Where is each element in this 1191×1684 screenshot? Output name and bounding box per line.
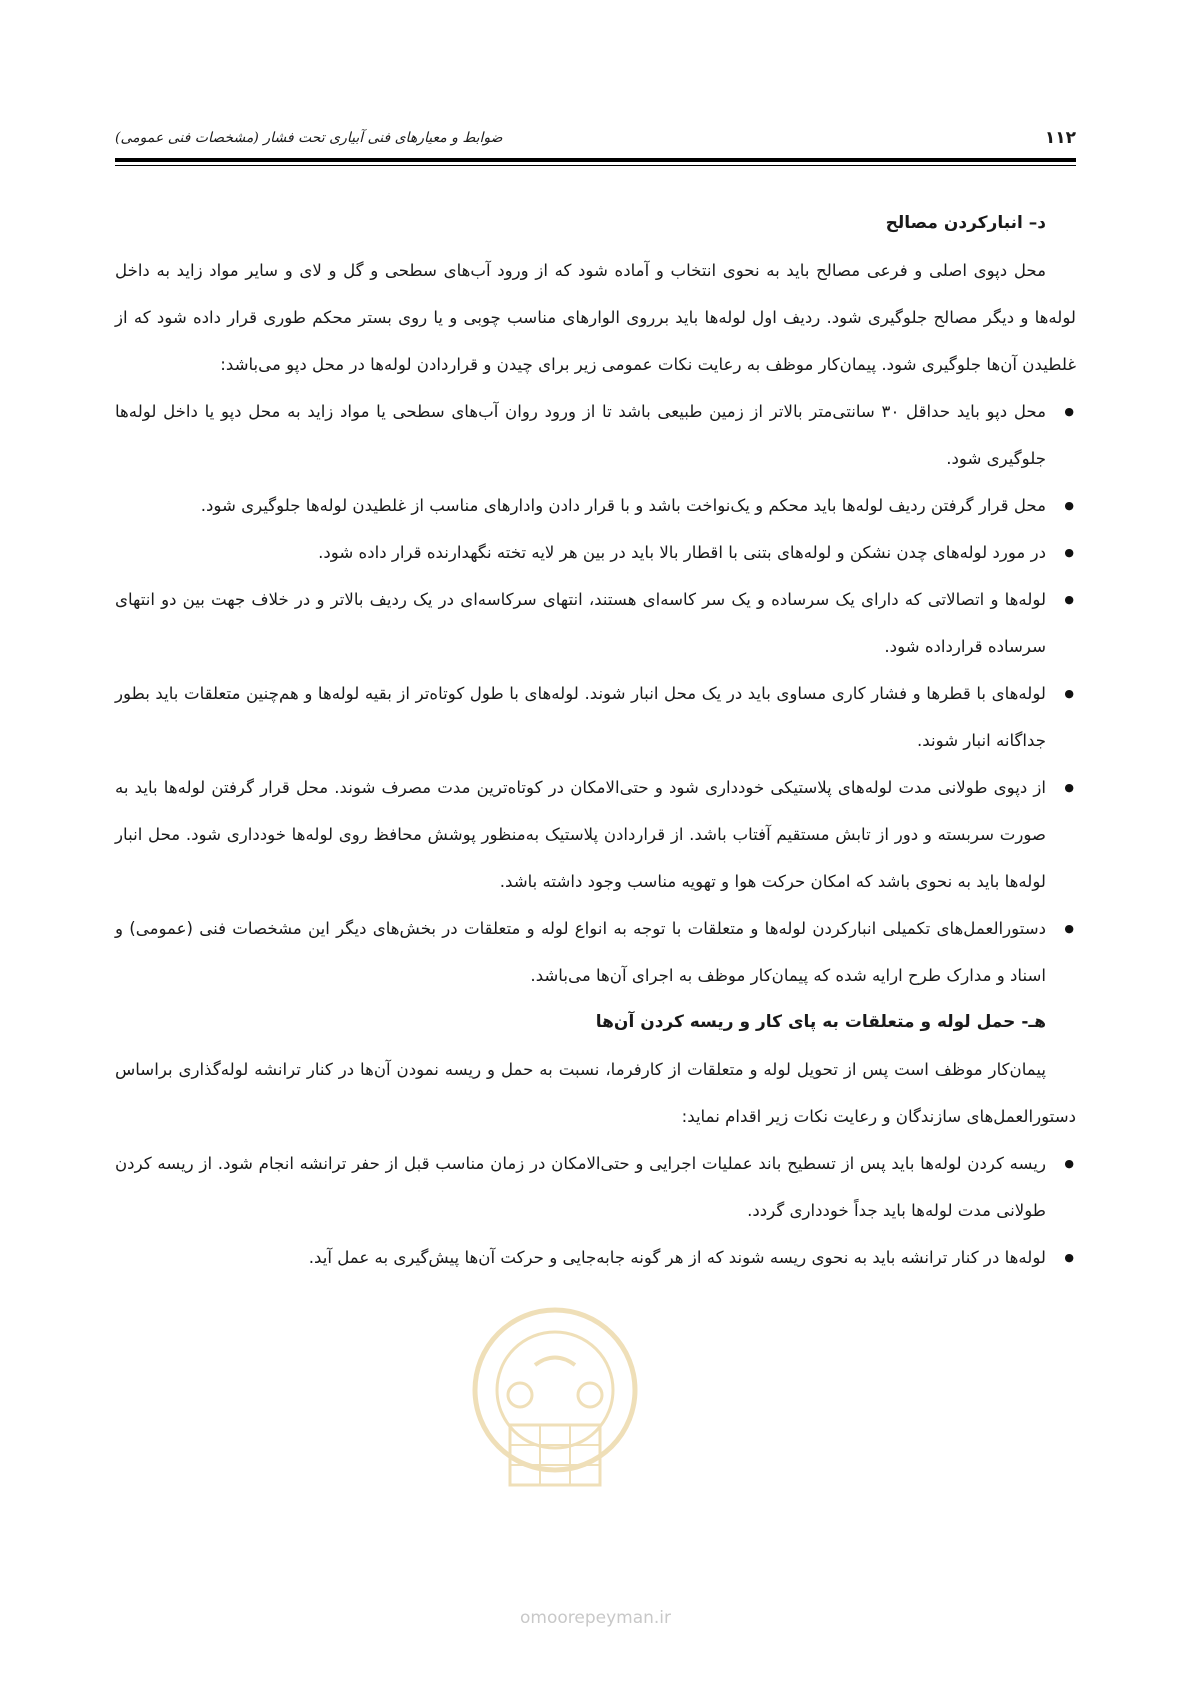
- storage-bullet-list: [115, 388, 1076, 999]
- bullet-item: ● از دپوی طولانی مدت لوله‌های پلاستیکی خودداری شود و حتی‌الامکان در کوتاه‌ترین مدت مصرف شوند. محل قرار گرفتن لوله‌ها باید به صورت سربسته و دور از تابش مستقیم آفتاب باشد. از قراردادن پلاستیک به‌منظور پوشش محافظ روی لوله‌ها خودداری شود. محل انبار لوله‌ها باید به نحوی باشد که امکان حرکت هوا و تهویه مناسب وجود داشته باشد.: [115, 764, 1076, 905]
- running-title: ضوابط و معیارهای فنی آبیاری تحت فشار (مشخصات فنی عمومی): [115, 130, 503, 146]
- bullet-item: ● لوله‌ها و اتصالاتی که دارای یک سرساده و یک سر کاسه‌ای هستند، انتهای سرکاسه‌ای در یک ردیف بالاتر و در خلاف جهت بین دو انتهای سرساده قرارداده شود.: [115, 576, 1076, 670]
- section-heading-storage: د– انبارکردن مصالح: [885, 213, 1046, 233]
- section-intro-transport: پیمان‌کار موظف است پس از تحویل لوله و متعلقات از کارفرما، نسبت به حمل و ریسه نمودن آن‌ها در کنار ترانشه لوله‌گذاری براساس دستورالعمل‌های سازندگان و رعایت نکات زیر اقدام نماید:: [115, 1060, 1076, 1126]
- transport-bullet-list: [115, 1140, 1076, 1281]
- bullet-item: ● محل قرار گرفتن ردیف لوله‌ها باید محکم و یک‌نواخت باشد و با قرار دادن وادارهای مناسب از غلطیدن لوله‌ها جلوگیری شود.: [115, 482, 1076, 529]
- header-rule-thick: [115, 158, 1076, 162]
- watermark-seal-icon: [465, 1295, 645, 1545]
- bullet-item: ● لوله‌ها در کنار ترانشه باید به نحوی ریسه شوند که از هر گونه جابه‌جایی و حرکت آن‌ها پیش‌گیری به عمل آید.: [115, 1234, 1076, 1281]
- header-rule-thin: [115, 165, 1076, 166]
- section-heading-transport: هـ- حمل لوله و متعلقات به پای کار و ریسه کردن آن‌ها: [595, 1012, 1046, 1032]
- page-header: [115, 128, 1076, 152]
- bullet-item: ● محل دپو باید حداقل ۳۰ سانتی‌متر بالاتر از زمین طبیعی باشد تا از ورود روان آب‌های سطحی یا مواد زاید به محل دپو یا داخل لوله‌ها جلوگیری شود.: [115, 388, 1076, 482]
- page-number: ۱۱۲: [1044, 128, 1076, 148]
- bullet-item: ● دستورالعمل‌های تکمیلی انبارکردن لوله‌ها و متعلقات با توجه به انواع لوله و متعلقات در بخش‌های دیگر این مشخصات فنی (عمومی) و اسناد و مدارک طرح ارایه شده که پیمان‌کار موظف به اجرای آن‌ها می‌باشد.: [115, 905, 1076, 999]
- bullet-item: ● در مورد لوله‌های چدن نشکن و لوله‌های بتنی با اقطار بالا باید در بین هر لایه تخته نگهدارنده قرار داده شود.: [115, 529, 1076, 576]
- body-text: [115, 200, 1076, 1281]
- watermark-url: omoorepeyman.ir: [519, 1608, 672, 1628]
- section-intro-storage: محل دپوی اصلی و فرعی مصالح باید به نحوی انتخاب و آماده شود که از ورود آب‌های سطحی و گل و لای و سایر مواد زاید به داخل لوله‌ها و دیگر مصالح جلوگیری شود. ردیف اول لوله‌ها باید برروی الوارهای مناسب چوبی و یا روی بستر محکم طوری قرار داده شود که از غلطیدن آن‌ها جلوگیری شود. پیمان‌کار موظف به رعایت نکات عمومی زیر برای چیدن و قراردادن لوله‌ها در محل دپو می‌باشد:: [115, 261, 1076, 374]
- bullet-item: ● ریسه کردن لوله‌ها باید پس از تسطیح باند عملیات اجرایی و حتی‌الامکان در زمان مناسب قبل از حفر ترانشه انجام شود. از ریسه کردن طولانی مدت لوله‌ها باید جداً خودداری گردد.: [115, 1140, 1076, 1234]
- bullet-item: ● لوله‌های با قطرها و فشار کاری مساوی باید در یک محل انبار شوند. لوله‌های با طول کوتاه‌تر از بقیه لوله‌ها و هم‌چنین متعلقات باید بطور جداگانه انبار شوند.: [115, 670, 1076, 764]
